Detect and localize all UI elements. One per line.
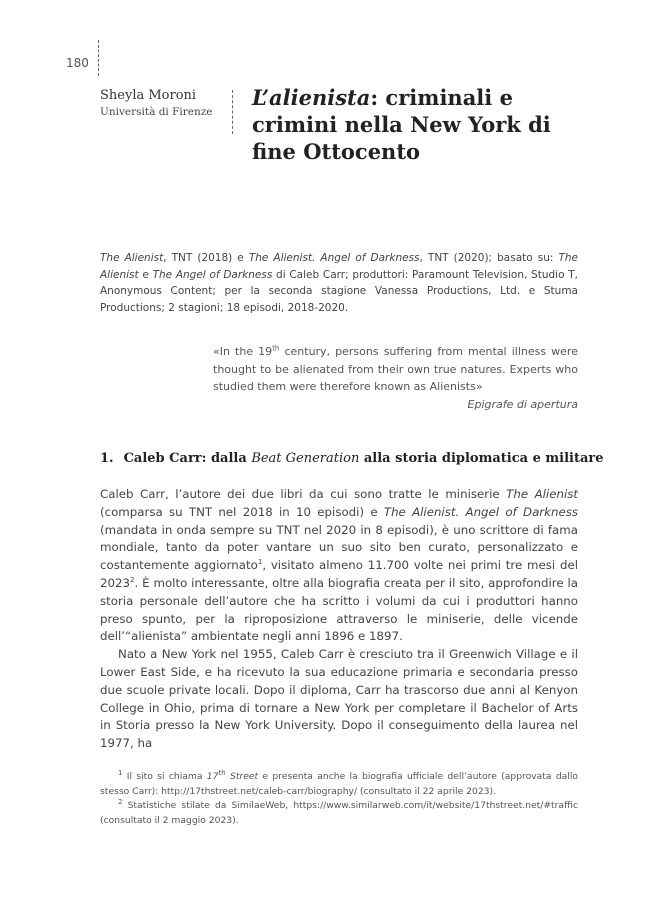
author-name: Sheyla Moroni bbox=[100, 88, 197, 103]
footnote-1-text-b[interactable]: e presenta anche la biografia ufficiale dell’autore (approvata dallo stesso Carr): http://17thstreet.net/caleb-carr/biography/ (consultato il 22 aprile 2023). bbox=[100, 771, 579, 797]
footnote-2-number: 2 bbox=[118, 797, 123, 806]
footnote-1-italic-b: Street bbox=[225, 771, 259, 782]
page-number-divider bbox=[98, 40, 99, 76]
section-title-pre: Caleb Carr: dalla bbox=[123, 451, 252, 466]
article-title bbox=[252, 84, 582, 165]
footnote-1 bbox=[100, 770, 578, 799]
p1-text-e: . È molto interessante, oltre alla biografia creata per il sito, approfondire la storia personale dell’autore che ha scritto i volumi da cui i produttori hanno preso spunto, per la riproposizione attraverso le miniserie, delle vicende dell’“alienista” ambientate negli anni 1896 e 1897. bbox=[100, 575, 578, 644]
source-title-4: The Angel of Darkness bbox=[152, 268, 273, 281]
title-divider bbox=[232, 90, 233, 134]
page-number: 180 bbox=[66, 56, 89, 70]
title-italic: L’alienista bbox=[252, 85, 371, 110]
p1-italic-2: The Alienist. Angel of Darkness bbox=[383, 504, 579, 519]
footnote-2 bbox=[100, 799, 578, 828]
section-title-italic: Beat Generation bbox=[251, 451, 360, 466]
epigraph-label: Epigrafe di apertura bbox=[467, 398, 578, 411]
p1-text-c: (mandata in onda sempre su TNT nel 2020 in 8 episodi), è uno scrittore di fama mondiale, tanto da poter vantare un suo sito ben curato, personalizzato e costantemente aggiornato bbox=[100, 522, 578, 573]
p1-text-d: , visitato almeno 11.700 volte nei primi tre mesi del 2023 bbox=[100, 558, 578, 590]
source-title-2: The Alienist. Angel of Darkness bbox=[248, 252, 420, 264]
paragraph-2: Nato a New York nel 1955, Caleb Carr è cresciuto tra il Greenwich Village e il Lower East Side, e ha ricevuto la sua educazione primaria e secondaria presso due scuole private locali. Dopo il diploma, Carr ha trascorso due anni al Kenyon College in Ohio, prima di tornare a New York per completare il Bachelor of Arts in Storia presso la New York University. Dopo il conseguimento della laurea nel 1977, ha bbox=[100, 647, 578, 751]
epigraph-text-b: century, persons suffering from mental illness were thought to be alienated from their own true natures. Experts who studied them were therefore known as Alienists» bbox=[213, 345, 578, 393]
footnote-ref-2[interactable]: 2 bbox=[130, 576, 135, 585]
footnote-1-number: 1 bbox=[118, 768, 123, 777]
paragraph-1 bbox=[100, 486, 578, 646]
author-block bbox=[100, 88, 230, 118]
footnote-1-text-a: Il sito si chiama bbox=[122, 771, 207, 782]
section-heading bbox=[100, 451, 604, 466]
footnote-1-superscript: th bbox=[218, 768, 226, 777]
source-text-1: , TNT (2018) e bbox=[163, 252, 249, 264]
footnotes bbox=[100, 770, 578, 828]
body-text bbox=[100, 486, 578, 753]
title-rest: : criminali e crimini nella New York di fine Ottocento bbox=[252, 85, 551, 164]
epigraph-quote bbox=[213, 343, 578, 396]
section-number: 1. bbox=[100, 451, 114, 466]
footnote-1-italic-a: 17 bbox=[206, 771, 219, 782]
footnote-2-text[interactable]: Statistiche stilate da SimilaeWeb, https://www.similarweb.com/it/website/17thstreet.net/#traffic (consultato il 2 maggio 2023). bbox=[100, 800, 578, 826]
p1-text-b: (comparsa su TNT nel 2018 in 10 episodi) e bbox=[100, 504, 384, 519]
source-title-3: The Alienist bbox=[100, 252, 578, 281]
source-text-4: di Caleb Carr; produttori: Paramount Television, Studio T, Anonymous Content; per la seconda stagione Vanessa Productions, Ltd. e Stuma Productions; 2 stagioni; 18 episodi, 2018-2020. bbox=[100, 268, 578, 314]
author-affiliation: Università di Firenze bbox=[100, 106, 213, 118]
section-title-post: alla storia diplomatica e militare bbox=[359, 451, 604, 466]
footnote-ref-1[interactable]: 1 bbox=[257, 558, 263, 567]
source-text-3: e bbox=[138, 268, 153, 281]
source-info bbox=[100, 250, 578, 316]
epigraph-superscript: th bbox=[272, 344, 280, 353]
epigraph-text-a: «In the 19 bbox=[213, 345, 273, 358]
source-text-2: , TNT (2020); basato su: bbox=[419, 252, 559, 264]
p1-text-a: Caleb Carr, l’autore dei due libri da cui sono tratte le miniserie bbox=[100, 487, 507, 501]
source-title-1: The Alienist bbox=[100, 252, 164, 264]
p1-italic-1: The Alienist bbox=[506, 487, 578, 501]
